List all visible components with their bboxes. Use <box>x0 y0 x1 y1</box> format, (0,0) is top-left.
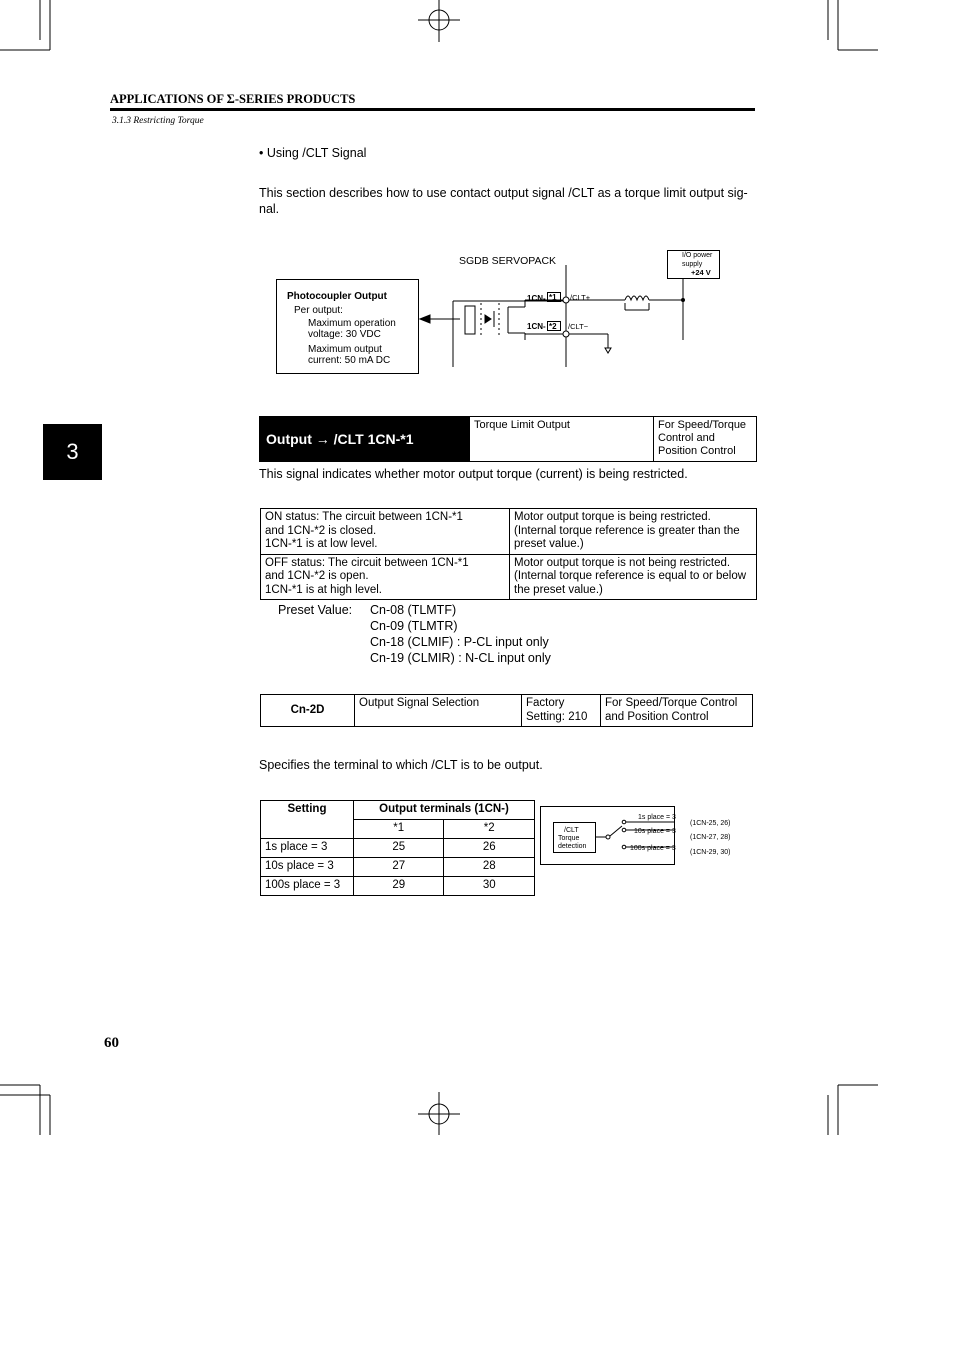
running-header: APPLICATIONS OF Σ-SERIES PRODUCTS <box>110 92 356 106</box>
photocoupler-title: Photocoupler Output <box>287 291 387 302</box>
wiring-diagram <box>270 245 740 380</box>
table-cell: 10s place = 3 <box>261 858 354 877</box>
servopack-label: SGDB SERVOPACK <box>459 255 557 267</box>
status-on-condition <box>261 509 510 555</box>
chapter-number: 3 <box>66 439 79 464</box>
preset-values <box>370 602 551 666</box>
photocoupler-line-4: Maximum output <box>308 344 382 355</box>
pin2-signal: /CLT− <box>568 322 589 331</box>
table-cell: 29 <box>354 877 444 896</box>
table-row <box>261 554 757 600</box>
table-row <box>261 877 535 896</box>
cell-line: preset value.) <box>514 538 584 550</box>
table-cell: 30 <box>444 877 535 896</box>
chapter-tab <box>43 424 102 480</box>
status-off-meaning <box>510 554 757 600</box>
header-sub-1: *1 <box>354 820 444 839</box>
terminal-table <box>260 800 535 896</box>
cell-line: OFF status: The circuit between 1CN-*1 <box>265 556 469 569</box>
photocoupler-line-5: current: 50 mA DC <box>308 355 391 366</box>
io-supply-voltage: +24 V <box>691 268 711 277</box>
param-code: Cn-2D <box>261 695 355 727</box>
signal-title-text: Output → /CLT 1CN-*1 <box>266 431 414 447</box>
page-number: 60 <box>104 1035 119 1051</box>
cell-line: (Internal torque reference is equal to or below <box>514 570 747 582</box>
selector-box-line-2: Torque <box>558 835 580 842</box>
cell-line: Motor output torque is not being restricted. <box>514 556 731 569</box>
pin2-prefix: 1CN- <box>527 322 546 331</box>
selector-pos-1: 1s place = 3 <box>638 814 676 821</box>
io-supply-label-1: I/O power <box>682 252 713 259</box>
signal-mode-line-1: For Speed/Torque <box>658 419 747 431</box>
table-cell: 26 <box>444 839 535 858</box>
selector-term-3: (1CN-29, 30) <box>690 849 731 856</box>
signal-name: Torque Limit Output <box>470 417 654 461</box>
preset-value: Cn-18 (CLMIF) : P-CL input only <box>370 635 549 649</box>
pin2-mark: *2 <box>549 322 557 331</box>
breadcrumb: 3.1.3 Restricting Torque <box>112 116 204 126</box>
table-header-row <box>261 801 535 820</box>
cell-line: ON status: The circuit between 1CN-*1 <box>265 511 463 523</box>
cell-line: (Internal torque reference is greater than the <box>514 524 740 537</box>
photocoupler-line-1: Per output: <box>294 305 343 316</box>
pin1-signal: /CLT+ <box>570 293 591 302</box>
photocoupler-line-3: voltage: 30 VDC <box>308 329 381 340</box>
signal-title <box>260 417 470 461</box>
cell-line: the preset value.) <box>514 583 603 596</box>
preset-value: Cn-08 (TLMTF) <box>370 603 457 617</box>
selector-term-1: (1CN-25, 26) <box>690 820 731 827</box>
table-row <box>261 509 757 555</box>
cell-line: 1CN-*1 is at high level. <box>265 583 382 596</box>
cell-line: and 1CN-*2 is open. <box>265 570 369 582</box>
photocoupler-line-2: Maximum operation <box>308 318 396 329</box>
parameter-table <box>260 694 753 727</box>
table-cell: 25 <box>354 839 444 858</box>
cell-line: For Speed/Torque Control <box>605 697 738 709</box>
signal-box <box>259 416 757 462</box>
param-name: Output Signal Selection <box>355 695 522 727</box>
param-mode <box>601 695 753 727</box>
cell-line: and Position Control <box>605 710 709 723</box>
cell-line: Factory <box>526 697 565 709</box>
param-factory <box>522 695 601 727</box>
preset-value: Cn-19 (CLMIR) : N-CL input only <box>370 651 551 665</box>
cell-line: 1CN-*1 is at low level. <box>265 538 378 550</box>
table-cell: 27 <box>354 858 444 877</box>
header-sub-2: *2 <box>444 820 535 839</box>
header-setting: Setting <box>261 801 354 839</box>
selector-diagram <box>540 806 740 866</box>
table-cell: 1s place = 3 <box>261 839 354 858</box>
selector-box-line-1: /CLT <box>564 827 579 834</box>
selector-term-2: (1CN-27, 28) <box>690 834 731 841</box>
cell-line: Motor output torque is being restricted. <box>514 511 711 523</box>
intro-paragraph: This section describes how to use contact output signal /CLT as a torque limit output sig-nal. <box>259 186 748 216</box>
header-rule <box>110 108 755 111</box>
table-row <box>261 695 753 727</box>
signal-mode <box>654 417 756 461</box>
io-supply-label-2: supply <box>682 261 703 268</box>
signal-mode-line-3: Position Control <box>658 445 736 457</box>
signal-mode-line-2: Control and <box>658 432 715 444</box>
cell-line: Setting: 210 <box>526 710 588 723</box>
selector-pos-3: 100s place = 3 <box>630 845 676 852</box>
table-cell: 100s place = 3 <box>261 877 354 896</box>
status-on-meaning <box>510 509 757 555</box>
pin1-mark: *1 <box>549 293 557 302</box>
pin1-prefix: 1CN- <box>527 294 546 303</box>
signal-description: This signal indicates whether motor output torque (current) is being restricted. <box>259 467 688 481</box>
status-table <box>260 508 757 600</box>
table-row <box>261 858 535 877</box>
cell-line: and 1CN-*2 is closed. <box>265 524 377 537</box>
status-off-condition <box>261 554 510 600</box>
preset-value: Cn-09 (TLMTR) <box>370 619 458 633</box>
selector-pos-2: 10s place = 3 <box>634 828 676 835</box>
bullet-heading: • Using /CLT Signal <box>259 146 367 160</box>
header-output: Output terminals (1CN-) <box>354 801 535 820</box>
preset-label: Preset Value: <box>278 603 353 617</box>
table-row <box>261 839 535 858</box>
selector-box-line-3: detection <box>558 843 587 850</box>
table-cell: 28 <box>444 858 535 877</box>
specifies-text: Specifies the terminal to which /CLT is to be output. <box>259 758 543 772</box>
